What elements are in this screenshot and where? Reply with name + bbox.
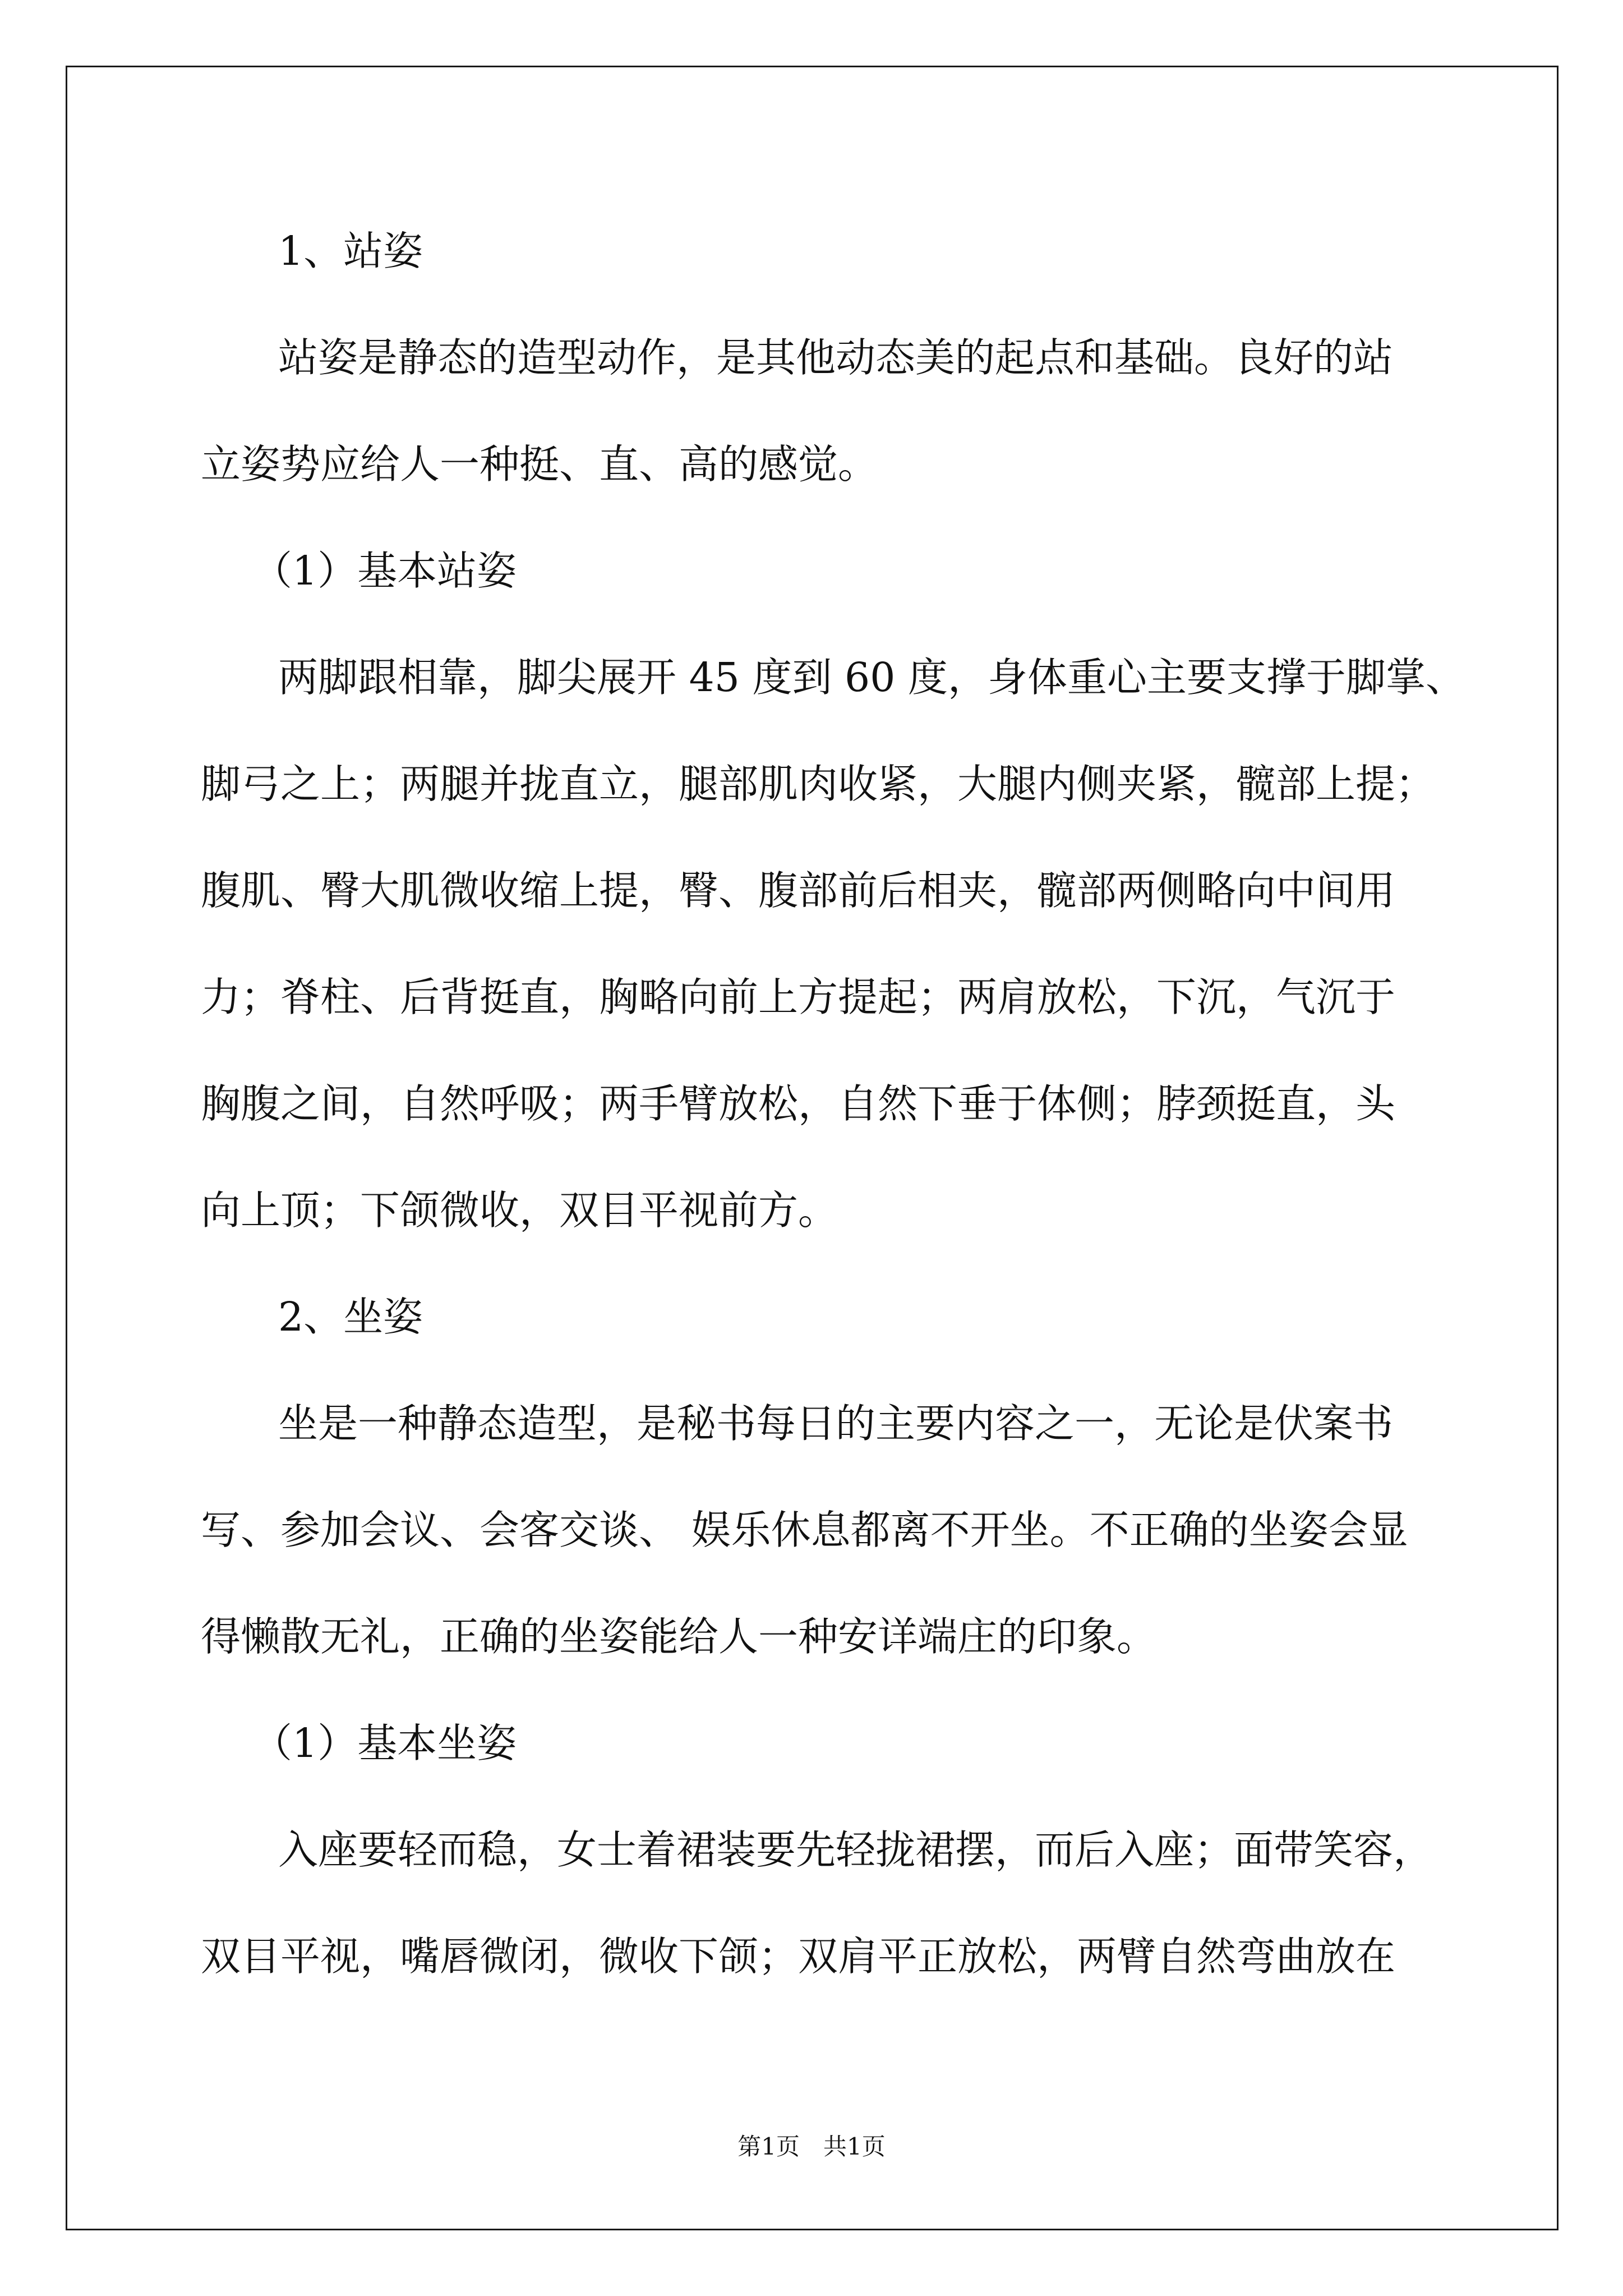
document-body <box>0 198 1623 2010</box>
paragraph-line: 力；脊柱、后背挺直，胸略向前上方提起；两肩放松，下沉，气沉于 <box>201 974 1396 1020</box>
paragraph-line: 胸腹之间，自然呼吸；两手臂放松，自然下垂于体侧；脖颈挺直，头 <box>201 1080 1396 1127</box>
paragraph-line: 双目平视，嘴唇微闭，微收下颌；双肩平正放松，两臂自然弯曲放在 <box>201 1933 1396 1980</box>
paragraph-line: 入座要轻而稳，女士着裙装要先轻拢裙摆，而后入座；面带笑容， <box>278 1826 1433 1873</box>
paragraph-line: 写、参加会议、会客交谈、 娱乐休息都离不开坐。不正确的坐姿会显 <box>201 1507 1408 1553</box>
paragraph-line: 站姿是静态的造型动作，是其他动态美的起点和基础。良好的站 <box>278 334 1394 381</box>
paragraph-line: 两脚跟相靠，脚尖展开 45 度到 60 度，身体重心主要支撑于脚掌、 <box>278 654 1465 701</box>
subsection-heading: （1）基本站姿 <box>252 547 517 594</box>
page-footer: 第1页 共1页 <box>737 2133 886 2160</box>
paragraph-line: 坐是一种静态造型，是秘书每日的主要内容之一，无论是伏案书 <box>278 1400 1394 1447</box>
paragraph-line: 立姿势应给人一种挺、直、高的感觉。 <box>201 441 878 487</box>
subsection-heading: （1）基本坐姿 <box>252 1720 517 1766</box>
section-heading: 1、站姿 <box>278 228 423 274</box>
section-heading: 2、坐姿 <box>278 1294 423 1340</box>
paragraph-line: 向上顶；下颌微收，双目平视前方。 <box>201 1187 838 1234</box>
paragraph-line: 得懒散无礼，正确的坐姿能给人一种安详端庄的印象。 <box>201 1613 1157 1660</box>
paragraph-line: 腹肌、臀大肌微收缩上提，臀、腹部前后相夹，髋部两侧略向中间用 <box>201 867 1396 914</box>
paragraph-line: 脚弓之上；两腿并拢直立，腿部肌肉收紧，大腿内侧夹紧，髋部上提； <box>201 761 1436 807</box>
